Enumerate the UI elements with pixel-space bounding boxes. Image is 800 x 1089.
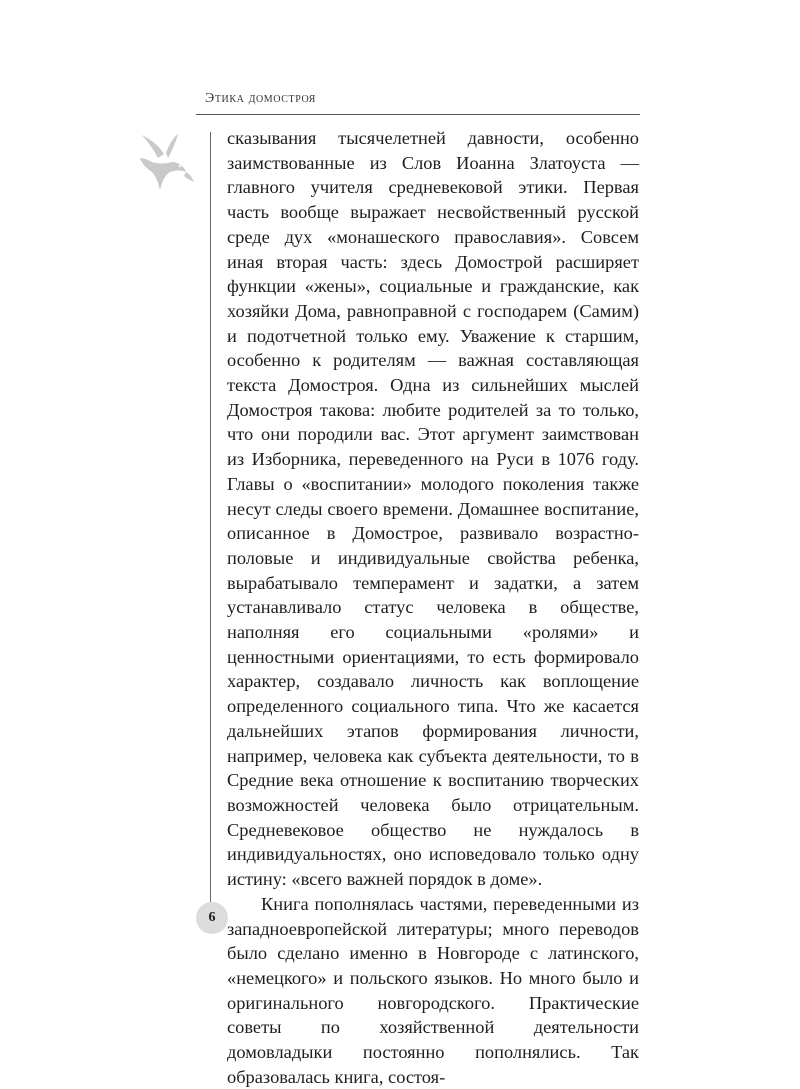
header-rule [196, 114, 640, 115]
body-text [227, 126, 639, 1089]
margin-rule [210, 132, 211, 902]
running-head-title: Этика домостроя [205, 91, 316, 106]
paragraph: Книга пополнялась частями, переведенными из западноевропейской литературы; много переводов было сделано именно в Новгороде с латинского, «немецкого» и польского языков. Но много было и оригинального новгородского. Практические советы по хозяйственной деятельности домовладыки постоянно пополнялись. Так образовалась книга, состоя- [227, 893, 639, 1087]
paragraph: сказывания тысячелетней давности, особенно заимствованные из Слов Иоанна Златоуста — главного учителя средневековой этики. Первая часть вообще выражает несвойственный русской среде дух «монашеского православия». Совсем иная вторая часть: здесь Домострой расширяет функции «жены», социальные и гражданские, как хозяйки Дома, равноправной с господарем (Самим) и подотчетной только ему. Уважение к старшим, особенно к родителям — важная составляющая текста Домостроя. Одна из сильнейших мыслей Домостроя такова: любите родителей за то только, что они породили вас. Этот аргумент заимствован из Изборника, переведенного на Руси в 1076 году. Главы о «воспитании» молодого поколения также несут следы своего времени. Домашнее воспитание, описанное в Домострое, развивало возрастно-половые и индивидуальные свойства ребенка, вырабатывало темперамент и задатки, а затем устанавливало статус человека в обществе, наполняя его социальными «ролями» и ценностными ориентациями, то есть формировало характер, создавало личность как воплощение определенного социального типа. Что же касается дальнейших этапов формирования личности, например, человека как субъекта деятельности, то в Средние века отношение к воспитанию творческих возможностей человека было отрицательным. Средневековое общество не нуждалось в индивидуальностях, оно исповедовало только одну истину: «всего важней порядок в доме». [227, 128, 639, 890]
page-number: 6 [196, 902, 228, 934]
dove-icon [134, 132, 196, 196]
